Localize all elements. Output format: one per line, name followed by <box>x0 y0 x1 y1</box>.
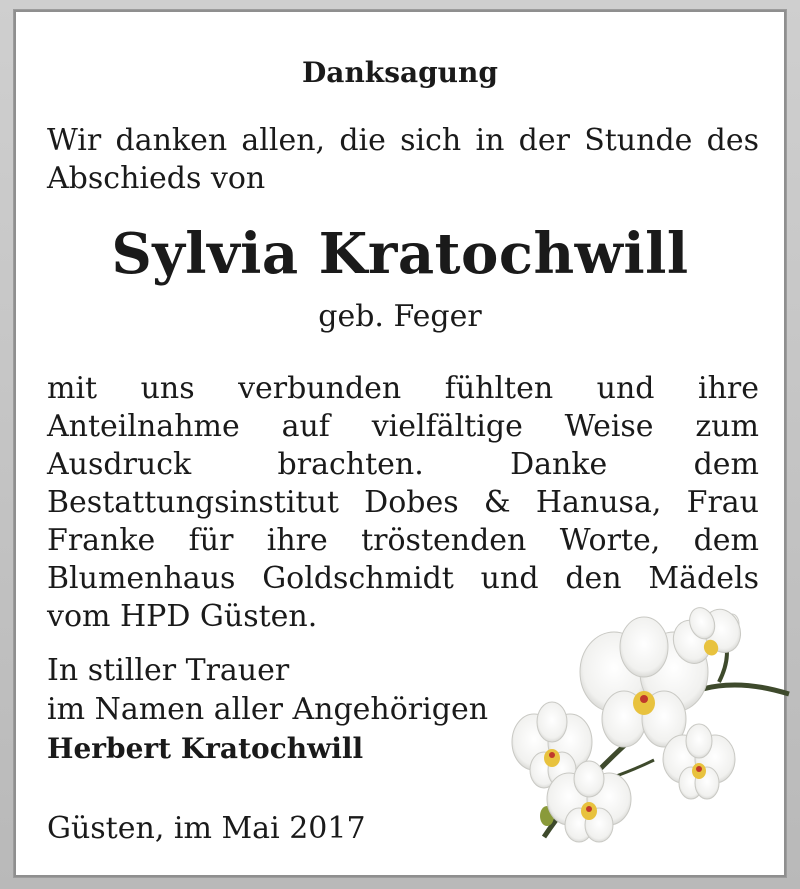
notice-heading: Danksagung <box>302 56 498 89</box>
closing-line-2: im Namen aller Angehörigen <box>47 692 489 727</box>
closing-line-1: In stiller Trauer <box>47 653 290 688</box>
orchid-icon <box>504 602 794 862</box>
notice-card <box>14 10 786 877</box>
deceased-name: Sylvia Kratochwill <box>111 221 689 287</box>
place-date: Güsten, im Mai 2017 <box>47 811 366 846</box>
signature: Herbert Kratochwill <box>47 732 364 765</box>
body-text: mit uns verbunden fühlten und ihre Anteilnahme auf vielfältige Weise zum Ausdruck brachten. Danke dem Bestattungsinstitut Dobes & Hanusa, Frau Franke für ihre tröstenden Worte, dem Blumenhaus Goldschmidt und den Mädels vom HPD Güsten. <box>47 371 759 634</box>
intro-text: Wir danken allen, die sich in der Stunde des Abschieds von <box>47 123 759 196</box>
birth-name: geb. Feger <box>318 299 482 334</box>
